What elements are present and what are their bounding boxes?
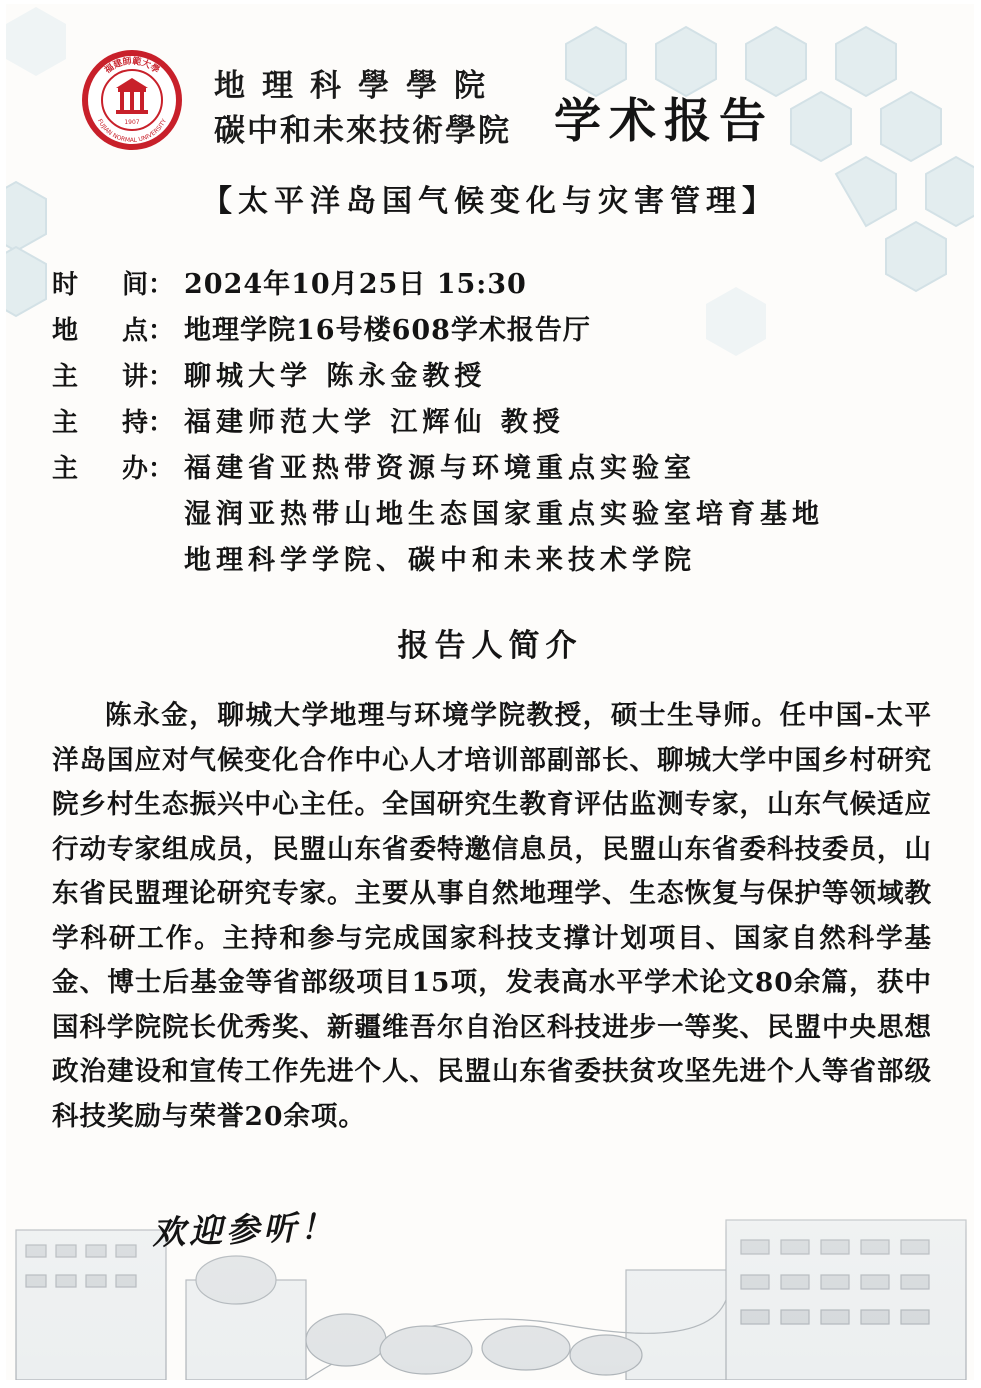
speaker-bio-heading: 报告人简介 — [397, 628, 583, 664]
campus-sketch-illustration — [6, 1150, 974, 1380]
poster-page — [6, 4, 974, 1380]
detail-label: 主 — [52, 362, 79, 392]
speaker-bio-text: 陈永金，聊城大学地理与环境学院教授，硕士生导师。任中国-太平洋岛国应对气候变化合作中心人才培训部副部长、聊城大学中国乡村研究院乡村生态振兴中心主任。全国研究生教育评估监测专家，山东气候适应行动专家组成员，民盟山东省委特邀信息员，民盟山东省委科技委员，山东省民盟理论研究专家。主要从事自然地理学、生态恢复与保护等领域教学科研工作。主持和参与完成国家科技支撑计划项目、国家自然科学基金、博士后基金等省部级项目15项，发表高水平学术论文80余篇，获中国科学院院长优秀奖、新疆维吾尔自治区科技进步一等奖、民盟中央思想政治建设和宣传工作先进个人、民盟山东省委扶贫攻坚先进个人等省部级科技奖励与荣誉20余项。 — [52, 700, 932, 1132]
detail-label: 主 — [52, 454, 79, 484]
detail-label: 主 — [52, 408, 79, 438]
detail-label: 间： — [122, 270, 175, 300]
welcome-message: 欢迎参听！ — [151, 1206, 338, 1253]
detail-label: 持： — [122, 408, 175, 438]
svg-text:FUJIAN NORMAL UNIVERSITY: FUJIAN NORMAL UNIVERSITY — [95, 117, 169, 145]
report-title: 【太平洋岛国气候变化与灾害管理】 — [202, 184, 778, 219]
institution-name-carbon-neutral: 碳中和未來技術學院 — [214, 113, 511, 149]
detail-value-host: 福建师范大学 江辉仙 教授 — [184, 407, 565, 438]
detail-label: 地 — [52, 316, 79, 346]
svg-text:福建師範大學: 福建師範大學 — [103, 56, 161, 76]
detail-value-organizer-2: 湿润亚热带山地生态国家重点实验室培育基地 — [184, 499, 824, 530]
detail-label: 时 — [52, 270, 79, 300]
detail-value-location: 地理学院16号楼608学术报告厅 — [184, 315, 591, 346]
svg-text:1907: 1907 — [124, 119, 140, 126]
detail-value-organizer-3: 地理科学学院、碳中和未来技术学院 — [184, 545, 696, 576]
detail-label: 点： — [122, 316, 175, 346]
detail-label: 讲： — [122, 362, 175, 392]
detail-value-speaker: 聊城大学 陈永金教授 — [184, 361, 487, 392]
detail-value-organizer: 福建省亚热带资源与环境重点实验室 — [184, 453, 696, 484]
detail-label: 办： — [122, 454, 175, 484]
university-seal-icon — [80, 48, 184, 152]
detail-value-time: 2024年10月25日 15:30 — [184, 269, 527, 300]
institution-name-geography: 地理科學學院 — [214, 68, 502, 104]
report-type-heading: 学术报告 — [554, 94, 774, 149]
